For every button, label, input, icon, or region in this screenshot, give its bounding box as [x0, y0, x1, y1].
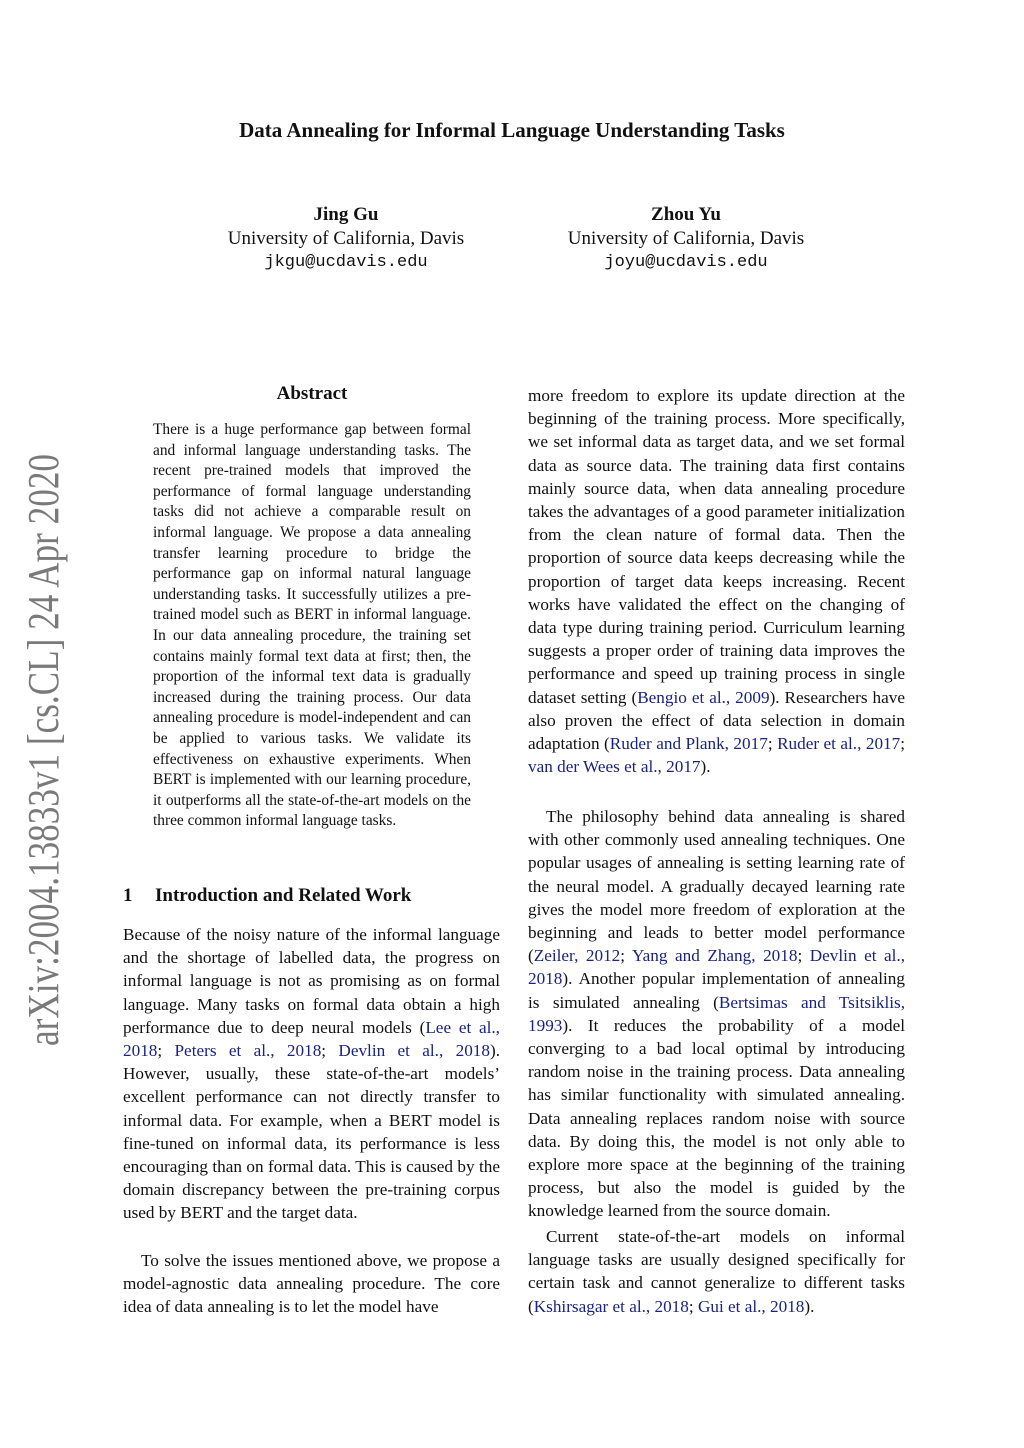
abstract-text: There is a huge performance gap between formal and informal language understanding tasks. The recent pre-trained models that improved the performance of formal language understanding tasks did not achieve a comparable result on informal language. We propose a data annealing transfer learning procedure to bridge the performance gap on informal natural language understanding tasks. It successfully utilizes a pre-trained model such as BERT in informal language. In our data annealing procedure, the training set contains mainly formal text data at first; then, the proportion of the informal text data is gradually increased during the training process. Our data annealing procedure is model-independent and can be applied to various tasks. We validate its effectiveness on exhaustive experiments. When BERT is implemented with our learning procedure, it outperforms all the state-of-the-art models on the three common informal language tasks. [153, 421, 471, 830]
text-run: ; [797, 946, 810, 966]
citation-link[interactable]: Bertsimas and Tsitsiklis, 1993 [528, 992, 905, 1035]
arxiv-stamp-text: arXiv:2004.13833v1 [cs.CL] 24 Apr 2020 [19, 450, 68, 1046]
text-run: ; [321, 1041, 339, 1061]
section-heading [123, 885, 411, 907]
text-run: ). It reduces the probability of a model converging to a bad local optimal by introducing random noise in the training process. Data annealing has similar functionality with simulated annealing. Data annealing replaces random noise with source data. By doing this, the model is not only able to explore more space at the beginning of the training process, but also the model is guided by the knowledge learned from the source domain. [528, 1015, 905, 1221]
citation-link[interactable]: Peters et al., 2018 [174, 1041, 322, 1061]
citation-link[interactable]: Ruder et al., 2017 [777, 734, 901, 754]
citation-link[interactable]: Bengio et al., 2009 [637, 687, 770, 707]
citation-link[interactable]: Zeiler, 2012 [533, 946, 621, 966]
author-email[interactable]: jkgu@ucdavis.edu [264, 253, 428, 272]
section-title: Introduction and Related Work [155, 885, 412, 906]
author-name: Jing Gu [313, 204, 379, 225]
text-run: ). However, usually, these state-of-the-art models’ excellent performance can not directly transfer to informal data. For example, when a BERT model is fine-tuned on informal data, its performance is less encouraging than on formal data. This is caused by the domain discrepancy between the pre-training corpus used by BERT and the target data. [123, 1041, 501, 1223]
right-paragraph-2 [528, 805, 905, 1223]
arxiv-side-stamp [10, 450, 74, 1050]
intro-paragraph-2: To solve the issues mentioned above, we propose a model-agnostic data annealing procedure. The core idea of data annealing is to let the model have [123, 1251, 500, 1317]
arxiv-stamp-svg [10, 450, 74, 1050]
text-run: ). [700, 757, 711, 777]
text-run: ; [157, 1041, 175, 1061]
right-paragraph-1 [528, 384, 905, 778]
citation-link[interactable]: Lee et al., 2018 [123, 1017, 500, 1061]
text-run: Current state-of-the-art models on informal language tasks are usually designed specifically for certain task and cannot generalize to different tasks ( [528, 1227, 905, 1316]
citation-link[interactable]: Devlin et al., 2018 [338, 1041, 490, 1061]
text-run: ). [804, 1296, 815, 1316]
text-run: ; [688, 1296, 698, 1316]
text-run: ; [767, 734, 778, 754]
text-run: The philosophy behind data annealing is shared with other commonly used annealing techniques. One popular usages of annealing is setting learning rate of the neural model. A gradually decayed learning rate gives the model more freedom of exploration at the beginning and leads to better model performance ( [528, 807, 905, 966]
author-affiliation: University of California, Davis [567, 228, 805, 249]
text-run: ; [620, 946, 632, 966]
author-name: Zhou Yu [651, 204, 721, 225]
intro-paragraph-1 [123, 923, 500, 1225]
right-paragraph-3 [528, 1225, 905, 1318]
paper-title: Data Annealing for Informal Language Understanding Tasks [239, 118, 785, 142]
text-run: more freedom to explore its update direction at the beginning of the training process. More specifically, we set informal data as target data, and we set formal data as source data. The training data first contains mainly source data, when data annealing procedure takes the advantages of a good parameter initialization from the clean nature of formal data. Then the proportion of source data keeps decreasing while the proportion of target data keeps increasing. Recent works have validated the effect on the changing of data type during training period. Curriculum learning suggests a proper order of training data improves the performance and speed up training process in single dataset setting ( [528, 386, 905, 707]
author-email[interactable]: joyu@ucdavis.edu [604, 253, 768, 272]
citation-link[interactable]: Ruder and Plank, 2017 [609, 734, 768, 754]
citation-link[interactable]: van der Wees et al., 2017 [528, 757, 701, 777]
text-run: ). Another popular implementation of annealing is simulated annealing ( [528, 969, 905, 1012]
citation-link[interactable]: Gui et al., 2018 [697, 1296, 805, 1316]
text-run: ). Researchers have also proven the effect of data selection in domain adaptation ( [528, 687, 905, 754]
section-number: 1 [123, 885, 133, 906]
text-run: ; [900, 734, 906, 754]
author-block-1 [176, 203, 516, 275]
citation-link[interactable]: Kshirsagar et al., 2018 [533, 1296, 689, 1316]
author-block-2 [516, 203, 856, 275]
text-run: Because of the noisy nature of the informal language and the shortage of labelled data, the progress on informal language is not as promising as on formal language. Many tasks on formal data obtain a high performance due to deep neural models ( [123, 925, 500, 1037]
abstract-heading: Abstract [276, 383, 348, 404]
citation-link[interactable]: Devlin et al., 2018 [528, 946, 906, 989]
citation-link[interactable]: Yang and Zhang, 2018 [631, 946, 798, 966]
author-affiliation: University of California, Davis [227, 228, 465, 249]
